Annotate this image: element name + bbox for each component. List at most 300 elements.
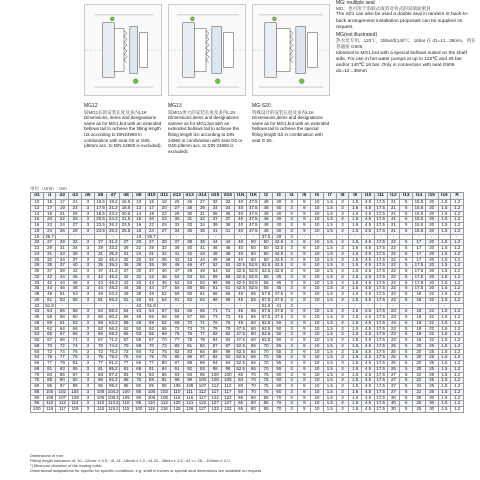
table-cell: 9 [298, 297, 311, 303]
table-cell: 10 [311, 269, 324, 275]
table-cell: 3 [81, 320, 94, 326]
table-cell: 3 [81, 257, 94, 263]
table-cell: 3 [81, 228, 94, 234]
table-cell: 115 [171, 395, 184, 401]
table-cell: 9 [298, 361, 311, 367]
table-cell: 33 [31, 280, 44, 286]
table-cell: 117 [56, 407, 69, 413]
table-cell: 77 [43, 361, 56, 367]
table-cell: - [209, 234, 222, 240]
table-cell: 55 [272, 349, 285, 355]
table-cell: 40 [234, 251, 247, 257]
table-cell: 80 [132, 384, 145, 390]
table-cell: 62.5 [260, 332, 273, 338]
table-cell: 1.5 [349, 228, 362, 234]
table-cell: 61 [222, 286, 235, 292]
table-cell: 5 [400, 326, 413, 332]
table-cell: 15.5 [413, 217, 426, 223]
table-cell: 54 [120, 309, 133, 315]
mg12-drawing [84, 4, 162, 96]
table-cell: 98 [158, 384, 171, 390]
table-cell: 73 [209, 315, 222, 321]
table-cell: 25 [387, 349, 400, 355]
table-cell: 65 [43, 332, 56, 338]
table-cell: 1.5 [438, 297, 451, 303]
table-cell: 95 [196, 372, 209, 378]
table-cell: 24 [43, 228, 56, 234]
table-cell: 52.5 [234, 366, 247, 372]
table-cell: 23 [69, 205, 82, 211]
table-cell: 88 [94, 378, 107, 384]
table-cell: - [374, 303, 387, 309]
table-cell: 3 [336, 384, 349, 390]
table-cell: 94 [222, 361, 235, 367]
table-cell: 52.5 [234, 343, 247, 349]
table-cell: 17.5 [374, 407, 387, 413]
table-cell: 55 [260, 286, 273, 292]
column-header: l10 [362, 193, 375, 200]
table-cell: 3 [81, 407, 94, 413]
table-cell: 1.5 [349, 389, 362, 395]
footnote: *) Minimum diameter of the mating collar [30, 462, 102, 468]
table-cell: 3 [336, 292, 349, 298]
table-cell: 1.5 [323, 240, 336, 246]
table-cell: 24.2 [107, 217, 120, 223]
table-cell: 1.5 [438, 384, 451, 390]
table-cell: 1.2 [451, 274, 464, 280]
table-cell: 52 [171, 274, 184, 280]
table-cell: 1.5 [323, 372, 336, 378]
table-cell: 50 [272, 338, 285, 344]
table-cell: 1.2 [451, 338, 464, 344]
table-cell: 70 [260, 366, 273, 372]
column-header: d5 [81, 193, 94, 200]
table-cell: 9 [298, 401, 311, 407]
table-cell: 70 [158, 338, 171, 344]
table-cell: 52 [222, 263, 235, 269]
table-cell: 23 [387, 332, 400, 338]
table-cell: - [362, 234, 375, 240]
table-cell: 60 [69, 315, 82, 321]
table-cell: - [81, 303, 94, 309]
mg13-diagram [169, 5, 245, 95]
table-cell: 20 [43, 217, 56, 223]
table-cell: 110 [171, 389, 184, 395]
table-cell: 47 [158, 286, 171, 292]
table-cell: 62 [145, 326, 158, 332]
table-cell: 3 [285, 223, 298, 229]
table-cell: 34 [56, 257, 69, 263]
table-cell: 47.5 [247, 205, 260, 211]
table-cell: 44 [56, 280, 69, 286]
table-cell: - [120, 303, 133, 309]
table-cell: 28 [183, 205, 196, 211]
table-cell: 21 [387, 223, 400, 229]
table-cell: 5 [400, 315, 413, 321]
table-cell: 63 [132, 355, 145, 361]
table-cell: 1.2 [451, 292, 464, 298]
table-cell: 32 [120, 257, 133, 263]
table-cell: 40 [234, 211, 247, 217]
table-cell: 3 [81, 309, 94, 315]
table-cell: 75 [120, 355, 133, 361]
table-cell: 61 [56, 320, 69, 326]
table-cell: 31 [145, 251, 158, 257]
table-cell: 10 [311, 389, 324, 395]
table-cell: 51 [56, 292, 69, 298]
table-cell: 1.5 [438, 286, 451, 292]
table-cell: 86 [183, 355, 196, 361]
table-cell: 67 [94, 338, 107, 344]
table-cell: 40 [69, 263, 82, 269]
table-cell: 127 [222, 401, 235, 407]
table-cell: 1.5 [349, 263, 362, 269]
table-cell: 17.5 [413, 280, 426, 286]
table-cell: 5 [400, 200, 413, 206]
table-cell: 50 [247, 246, 260, 252]
table-cell: 72 [120, 349, 133, 355]
table-cell: 25 [413, 407, 426, 413]
table-cell: 1.5 [438, 269, 451, 275]
table-cell: 71 [196, 320, 209, 326]
table-cell: 1.5 [323, 246, 336, 252]
table-cell: 5 [400, 332, 413, 338]
table-cell: 1.2 [451, 366, 464, 372]
table-cell: 1.2 [451, 228, 464, 234]
table-cell: 70 [247, 389, 260, 395]
table-cell: 5 [400, 401, 413, 407]
table-cell: 60 [272, 372, 285, 378]
table-cell: 29 [56, 240, 69, 246]
table-cell: 119.2 [107, 406, 119, 411]
table-cell: 47.5 [272, 315, 285, 321]
table-cell: 9 [298, 246, 311, 252]
table-cell: 3 [285, 297, 298, 303]
table-cell: 25 [425, 349, 438, 355]
table-cell: 3 [81, 349, 94, 355]
table-cell: 76.2 [107, 349, 120, 355]
table-cell: 1.5 [349, 326, 362, 332]
table-cell: 32 [171, 223, 184, 229]
table-cell: 17.5 [374, 378, 387, 384]
table-cell: 3 [81, 366, 94, 372]
table-cell: 65 [234, 407, 247, 413]
side-text: The SZ1 can also be used a double seal in tandem or back-to-back arrangement installation proposals can be supplied on request. [336, 12, 469, 30]
table-cell: 1.5 [323, 292, 336, 298]
table-cell: 1.5 [438, 361, 451, 367]
table-cell: 83 [56, 366, 69, 372]
table-cell: 51 [43, 297, 56, 303]
table-cell: 17.5 [374, 401, 387, 407]
mg13-drawing [168, 4, 246, 96]
table-cell: 47.5 [234, 326, 247, 332]
table-cell: 28 [31, 263, 44, 269]
table-cell: 72 [94, 349, 107, 355]
footnote: Dimensional adaptations for specific for specific conditions, e.g. shaft in inches or special seat dimensions are available on request. [30, 467, 263, 473]
table-cell: - [94, 234, 107, 240]
table-cell: 45 [158, 274, 171, 280]
table-cell: 51 [120, 297, 133, 303]
table-cell: 55.2 [107, 297, 120, 303]
table-cell: 92.2 [107, 378, 120, 384]
table-cell: 20 [425, 246, 438, 252]
table-cell: 82 [171, 349, 184, 355]
table-cell: 9 [298, 217, 311, 223]
table-cell: 46 [183, 263, 196, 269]
table-cell: 63 [69, 320, 82, 326]
table-cell: 1.5 [323, 332, 336, 338]
table-cell: 72 [43, 349, 56, 355]
table-cell: 95 [145, 384, 158, 390]
table-cell: 110 [94, 401, 107, 407]
table-cell: 59 [43, 320, 56, 326]
table-cell: 60 [272, 384, 285, 390]
table-cell: 38 [158, 263, 171, 269]
table-cell: 23.5 [120, 223, 133, 229]
table-cell: 50 [260, 257, 273, 263]
table-cell: 68 [196, 315, 209, 321]
table-cell: 3 [336, 349, 349, 355]
table-cell: 100 [120, 389, 133, 395]
table-cell: 53 [132, 332, 145, 338]
table-cell: 30 [425, 407, 438, 413]
table-cell: 32 [43, 257, 56, 263]
table-cell: 80 [158, 361, 171, 367]
table-cell: 57.5 [260, 292, 273, 298]
table-cell: 9 [298, 366, 311, 372]
table-cell: 45 [272, 280, 285, 286]
table-cell: 15 [132, 217, 145, 223]
column-header: d14 [196, 193, 209, 200]
table-cell: 41 [171, 251, 184, 257]
table-cell: 10 [311, 320, 324, 326]
table-cell: 75 [158, 349, 171, 355]
table-cell: 3 [336, 263, 349, 269]
table-cell: 112 [56, 401, 69, 407]
table-cell: 57 [158, 309, 171, 315]
table-cell: 122 [222, 395, 235, 401]
table-cell: 37 [209, 217, 222, 223]
table-cell: 39 [171, 246, 184, 252]
table-cell: 1.2 [451, 200, 464, 206]
table-cell: 1.2 [451, 269, 464, 275]
table-cell: 5 [400, 292, 413, 298]
table-cell: 35 [183, 228, 196, 234]
table-cell: 1.5 [349, 257, 362, 263]
table-cell: 10 [311, 200, 324, 206]
table-cell: 86 [158, 372, 171, 378]
table-cell: 31 [183, 217, 196, 223]
table-cell: 1.5 [349, 251, 362, 257]
table-cell: 70 [183, 320, 196, 326]
table-cell: 10 [311, 395, 324, 401]
table-cell: 1.5 [438, 205, 451, 211]
table-cell: - [298, 303, 311, 309]
table-cell: 61 [196, 292, 209, 298]
caption-mg12-title: MG12 [84, 103, 98, 109]
column-header: l2 [260, 193, 273, 200]
table-cell: 23 [387, 297, 400, 303]
table-cell: 3 [336, 372, 349, 378]
table-cell: 4.5 [362, 315, 375, 321]
column-header: d16 [222, 193, 235, 200]
table-cell: 3 [285, 257, 298, 263]
table-cell: 82 [222, 332, 235, 338]
table-cell: 1.5 [438, 223, 451, 229]
table-cell: 16.5 [120, 200, 133, 206]
table-cell: 3 [336, 280, 349, 286]
table-cell: 26 [56, 228, 69, 234]
table-cell: 24.5 [94, 228, 107, 234]
table-cell: 25 [387, 361, 400, 367]
column-header: d [43, 193, 56, 200]
table-cell: 127 [209, 401, 222, 407]
table-cell: 17 [43, 205, 56, 211]
table-cell: 3 [285, 251, 298, 257]
table-cell: 79.2 [107, 355, 120, 361]
table-cell: 21 [387, 200, 400, 206]
table-cell: 65 [145, 332, 158, 338]
table-cell: 29 [43, 246, 56, 252]
table-cell: 17.5 [374, 246, 387, 252]
table-cell: 17.5 [374, 343, 387, 349]
table-cell: 75 [260, 384, 273, 390]
table-cell: - [158, 303, 171, 309]
table-cell: 10 [31, 200, 44, 206]
table-cell: 45 [272, 274, 285, 280]
table-cell: - [311, 234, 324, 240]
table-cell: 17.5 [374, 349, 387, 355]
table-cell: 4.5 [362, 200, 375, 206]
table-cell: 1.2 [451, 223, 464, 229]
table-cell: 3 [336, 343, 349, 349]
table-cell: 3 [81, 297, 94, 303]
table-cell: 20 [425, 280, 438, 286]
table-cell: 9 [298, 355, 311, 361]
table-cell: 49 [209, 257, 222, 263]
table-cell: 52.5 [260, 269, 273, 275]
table-cell: 15.5 [413, 228, 426, 234]
table-cell: 79 [222, 326, 235, 332]
table-cell: 27 [387, 372, 400, 378]
table-cell: 1.5 [438, 309, 451, 315]
table-cell: 75 [31, 378, 44, 384]
table-cell: 19 [145, 211, 158, 217]
table-cell: 36 [209, 211, 222, 217]
table-cell: 12 [31, 205, 44, 211]
table-cell: 1.5 [323, 211, 336, 217]
table-cell: 37 [69, 257, 82, 263]
table-cell: 3 [336, 251, 349, 257]
table-cell: 32 [145, 257, 158, 263]
table-cell: 20 [31, 240, 44, 246]
table-cell: 54 [171, 286, 184, 292]
table-cell: 59 [222, 274, 235, 280]
table-cell: 4.5 [362, 223, 375, 229]
table-cell: 62 [120, 326, 133, 332]
table-cell: 40 [272, 223, 285, 229]
table-cell: 77 [145, 361, 158, 367]
table-cell: 73 [183, 326, 196, 332]
table-cell: 51.6 [260, 303, 273, 309]
table-cell: 17.5 [374, 389, 387, 395]
table-cell: 1.5 [349, 395, 362, 401]
table-cell: 45 [132, 315, 145, 321]
table-cell: 1.5 [323, 257, 336, 263]
table-cell: 14 [31, 211, 44, 217]
table-cell: 1.2 [451, 349, 464, 355]
table-cell: 60 [247, 326, 260, 332]
table-cell: 22 [158, 211, 171, 217]
caption-mgs20-cn: 特殊设计的安装长度及多内L1K [252, 109, 315, 115]
table-cell: 16 [132, 223, 145, 229]
table-cell: 10 [311, 280, 324, 286]
table-cell: - [451, 234, 464, 240]
table-cell: 18.5 [120, 205, 133, 211]
table-cell: 81.2 [107, 361, 120, 367]
table-cell: 20 [425, 223, 438, 229]
table-cell: - [400, 303, 413, 309]
table-cell: 48 [260, 211, 273, 217]
table-cell: - [349, 303, 362, 309]
table-cell: 70 [260, 355, 273, 361]
table-cell: 5 [400, 274, 413, 280]
table-cell: 50 [272, 326, 285, 332]
table-cell: 20 [425, 211, 438, 217]
table-cell: 3 [285, 320, 298, 326]
table-cell: 9 [298, 223, 311, 229]
table-cell: 42 [94, 280, 107, 286]
table-cell: 64 [171, 309, 184, 315]
table-cell: 75 [43, 355, 56, 361]
table-cell: 56 [56, 309, 69, 315]
table-cell: 46 [56, 286, 69, 292]
table-cell: 10 [311, 315, 324, 321]
table-cell: 44 [222, 240, 235, 246]
table-cell: 1.2 [451, 343, 464, 349]
table-cell: 5 [400, 355, 413, 361]
table-cell: 17.5 [374, 395, 387, 401]
table-cell: 3 [285, 389, 298, 395]
table-cell: 1.5 [438, 326, 451, 332]
table-cell: 117 [209, 389, 222, 395]
table-cell: 3 [285, 401, 298, 407]
table-cell: 9 [298, 372, 311, 378]
table-cell: 5 [400, 361, 413, 367]
table-cell: 63.2 [107, 320, 120, 326]
table-cell: 4.5 [362, 292, 375, 298]
table-cell: 83 [94, 372, 107, 378]
table-cell: 21 [69, 200, 82, 206]
table-cell: 43 [132, 309, 145, 315]
table-cell: 1.5 [438, 240, 451, 246]
table-cell: 71 [222, 309, 235, 315]
table-cell: 53 [183, 274, 196, 280]
table-cell: 65 [234, 395, 247, 401]
table-cell: 35.2 [107, 251, 120, 257]
table-cell: 55 [260, 274, 273, 280]
table-cell: 3 [336, 320, 349, 326]
table-cell: 103 [158, 389, 171, 395]
table-cell: 45 [234, 292, 247, 298]
table-cell: 10 [311, 401, 324, 407]
table-cell: 5 [400, 269, 413, 275]
table-cell: 42.5 [234, 280, 247, 286]
column-header: l4 [285, 193, 298, 200]
table-cell: 1.5 [349, 240, 362, 246]
table-cell: 17.5 [374, 240, 387, 246]
table-cell: 39.2 [107, 263, 120, 269]
